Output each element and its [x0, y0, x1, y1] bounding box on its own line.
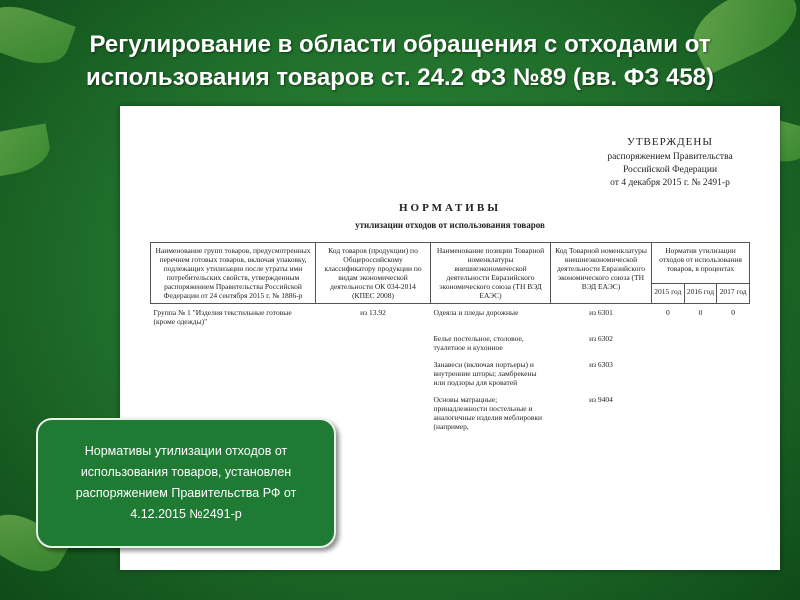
- header-item: Наименование позиции Товарной номенклатуры внешнеэкономической деятельности Евразийского экономического союза (ТН ВЭД ЕАЭС): [431, 243, 551, 304]
- cell-tnved: из 9404: [589, 395, 613, 404]
- header-2015: 2015 год: [652, 284, 685, 304]
- cell-code: [316, 330, 431, 356]
- header-2017: 2017 год: [717, 284, 750, 304]
- cell-item: Основы матрацные; принадлежности постельные и аналогичные изделия меблировки (например,: [433, 395, 543, 431]
- header-norm: Норматив утилизации отходов от использования товаров, в процентах: [652, 243, 750, 284]
- cell-2016: [684, 356, 717, 391]
- cell-2017: 0: [731, 308, 736, 317]
- cell-2016: 0: [698, 308, 703, 317]
- cell-2017: [717, 356, 750, 391]
- cell-2017: [717, 391, 750, 435]
- slide-title: Регулирование в области обращения с отходами от использования товаров ст. 24.2 ФЗ №89 (вв. ФЗ 458): [85, 31, 715, 91]
- cell-item: Белье постельное, столовое, туалетное и кухонное: [433, 334, 524, 352]
- header-code: Код товаров (продукции) по Общероссийскому классификатору продукции по видам экономической деятельности ОК 034-2014 (КПЕС 2008): [316, 243, 431, 304]
- cell-code: из 13.92: [360, 308, 386, 317]
- document-subtitle: утилизации отходов от использования товаров: [355, 220, 545, 230]
- approval-line: Российской Федерации: [622, 165, 718, 175]
- approval-heading: УТВЕРЖДЕНЫ: [627, 136, 713, 148]
- cell-item: Занавеси (включая портьеры) и внутренние шторы; ламбрекены или подзоры для кроватей: [433, 360, 537, 387]
- cell-code: [316, 356, 431, 391]
- approval-line: распоряжением Правительства: [607, 152, 733, 162]
- cell-group: Группа № 1 "Изделия текстильные готовые (кроме одежды)": [153, 308, 292, 326]
- cell-2016: [684, 391, 717, 435]
- document-title: НОРМАТИВЫ: [398, 202, 501, 214]
- cell-tnved: из 6301: [589, 308, 613, 317]
- cell-tnved: из 6302: [589, 334, 613, 343]
- cell-group: [151, 356, 316, 391]
- callout-box: [36, 418, 336, 548]
- cell-2017: [717, 330, 750, 356]
- approval-line: от 4 декабря 2015 г. № 2491-р: [610, 178, 730, 188]
- decor-leaf: [0, 123, 53, 180]
- callout-text: Нормативы утилизации отходов от использования товаров, установлен распоряжением Правительства РФ от 4.12.2015 №2491-р: [75, 444, 297, 521]
- norms-table: [150, 242, 750, 435]
- table-row: [151, 330, 750, 356]
- cell-2015: [652, 356, 685, 391]
- cell-2015: 0: [665, 308, 670, 317]
- cell-2015: [652, 330, 685, 356]
- cell-item: Одеяла и пледы дорожные: [433, 308, 519, 317]
- cell-group: [151, 330, 316, 356]
- header-group: Наименование групп товаров, предусмотренных перечнем готовых товаров, включая упаковку, подлежащих утилизации после утраты ими потребительских свойств, утвержденным распоряжением Правительства Российской Федерации от 24 сентября 2015 г. № 1886-р: [151, 243, 316, 304]
- table-row: [151, 356, 750, 391]
- header-2016: 2016 год: [684, 284, 717, 304]
- cell-2015: [652, 391, 685, 435]
- cell-2016: [684, 330, 717, 356]
- cell-tnved: из 6303: [589, 360, 613, 369]
- table-row: [151, 304, 750, 331]
- approval-block: [575, 136, 765, 190]
- header-tnved: Код Товарной номенклатуры внешнеэкономической деятельности Евразийского экономического союза (ТН ВЭД ЕАЭС): [551, 243, 652, 304]
